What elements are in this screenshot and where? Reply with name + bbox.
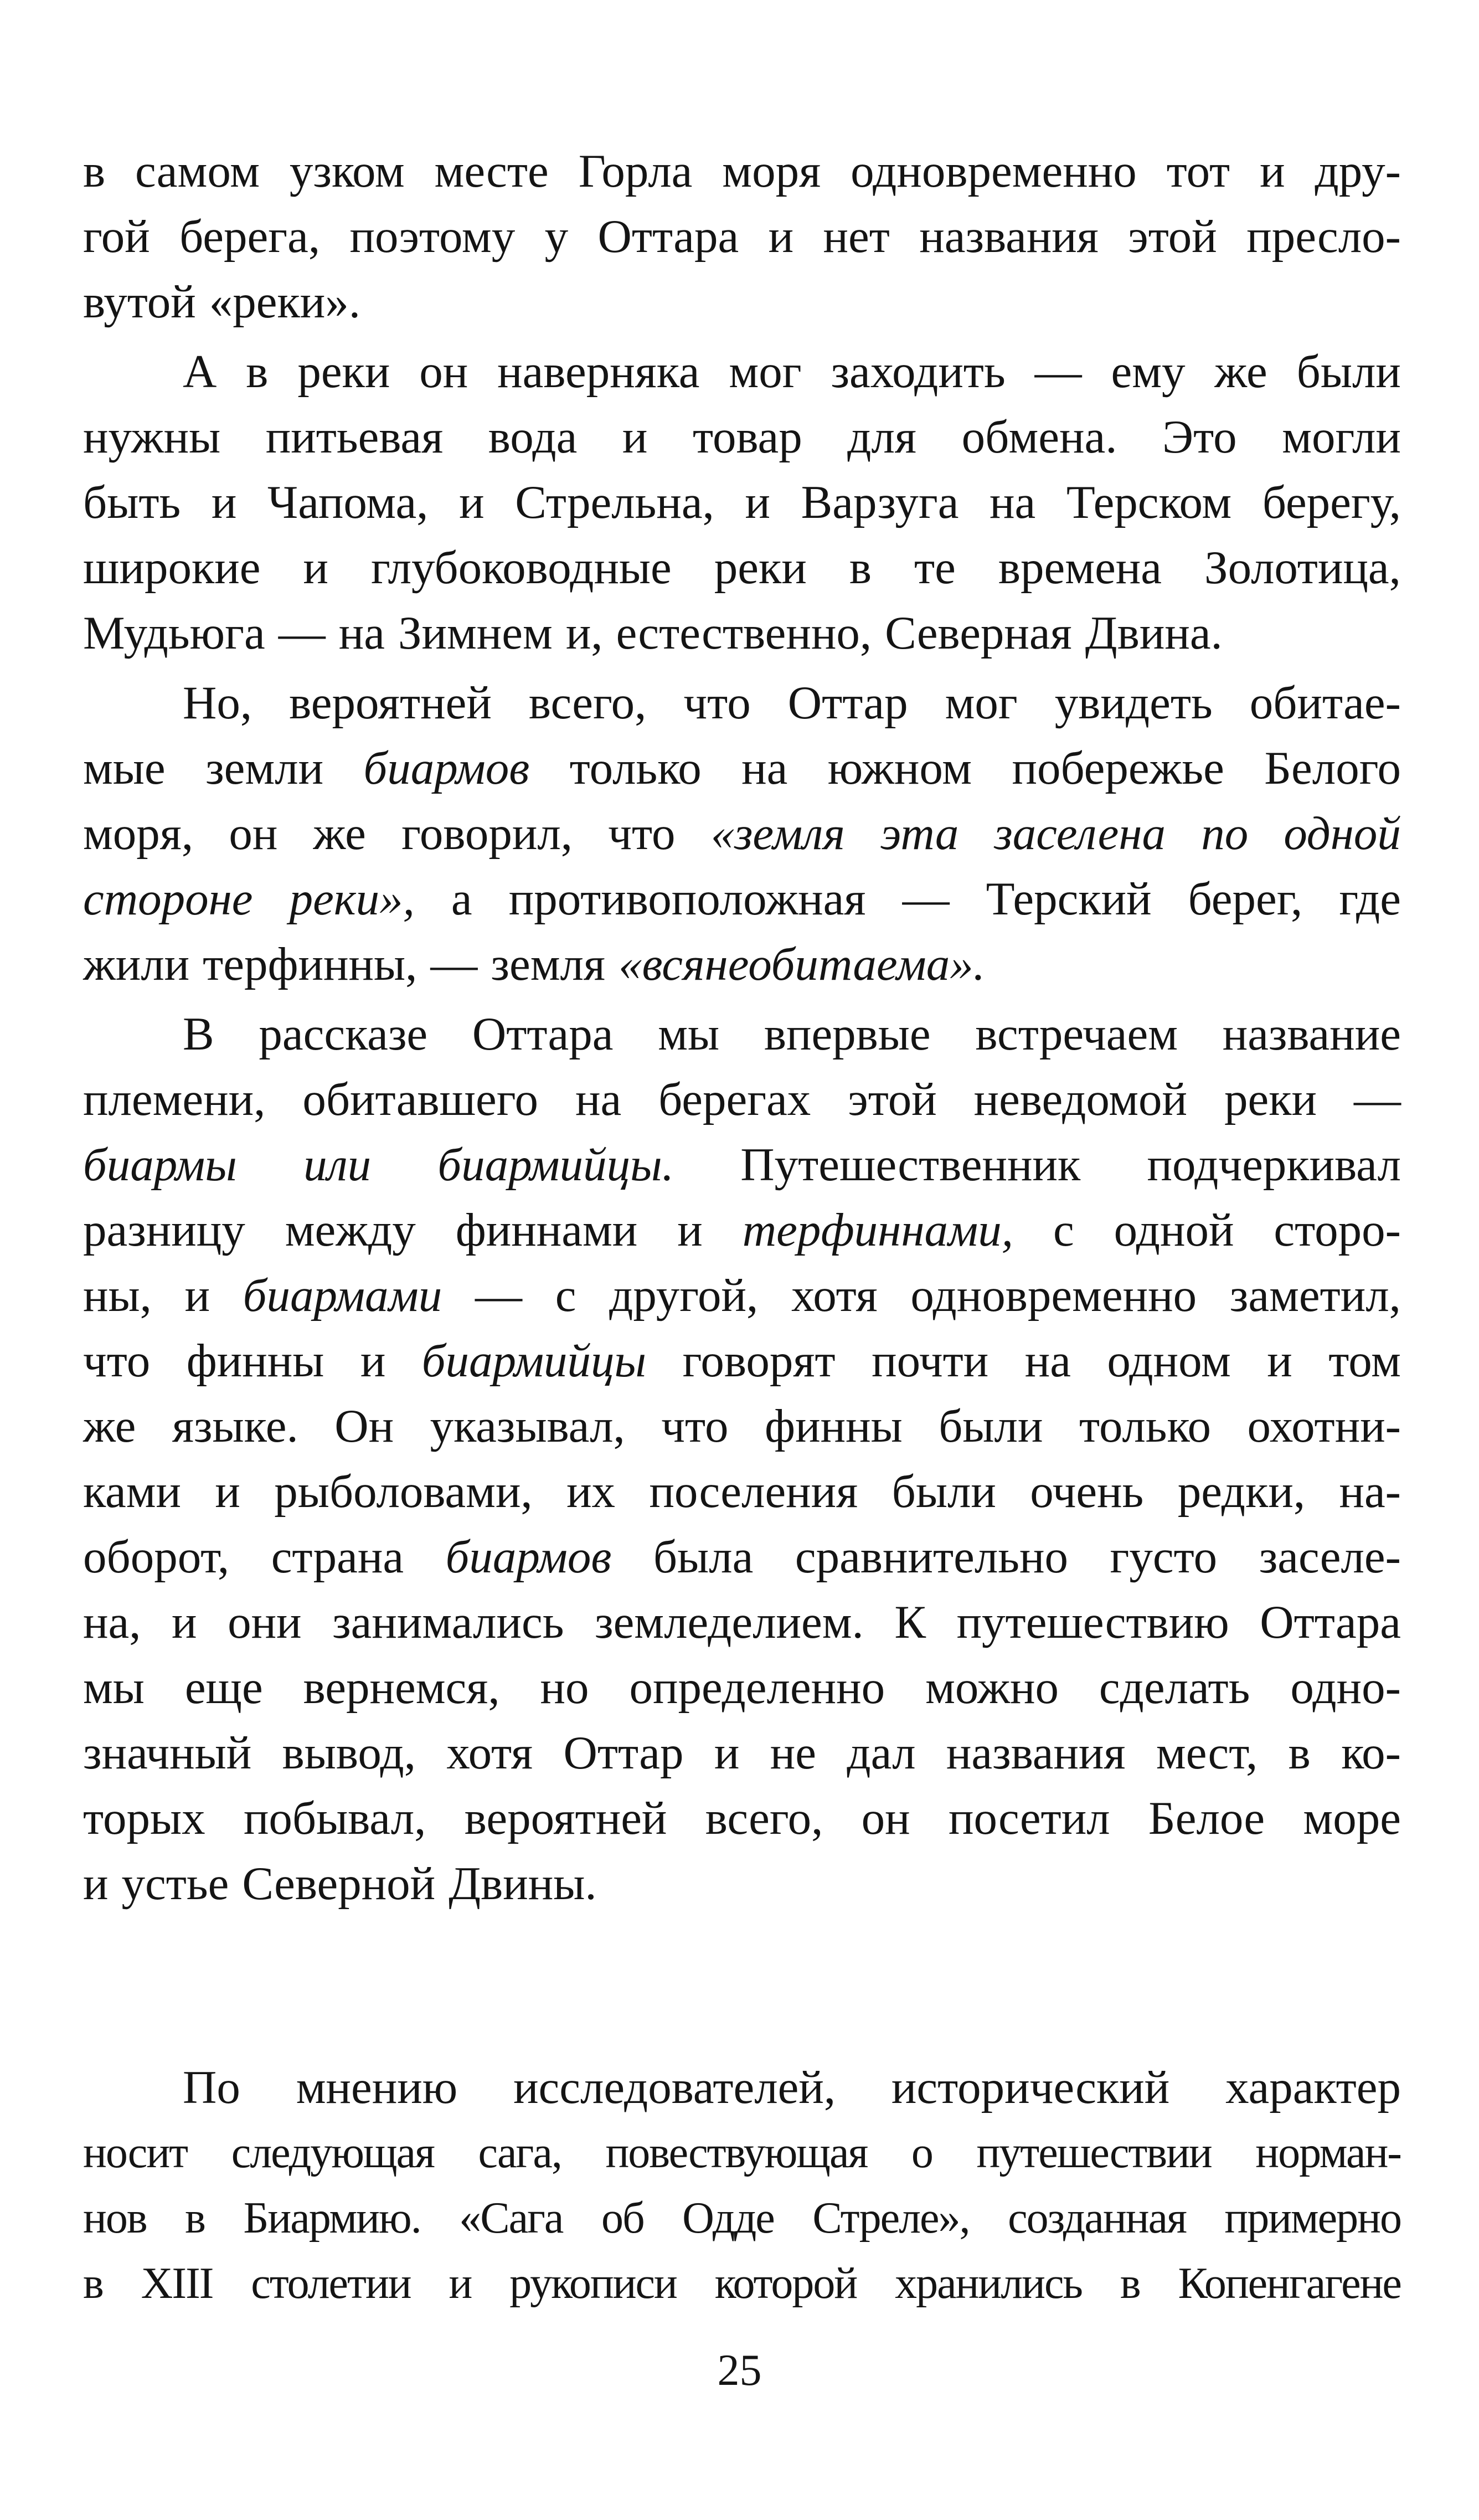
text-line: биармы или биармийцы. Путешественник подчеркивал: [83, 1139, 1401, 1191]
paragraph: [83, 138, 1401, 335]
text-line: что финны и биармийцы говорят почти на одном и том: [83, 1335, 1401, 1387]
text-line: Мудьюга — на Зимнем и, естественно, Северная Двина.: [83, 607, 1223, 659]
text-line: стороне реки», а противоположная — Терский берег, где: [83, 873, 1401, 925]
paragraph: [83, 1001, 1401, 1916]
text-line: нужны питьевая вода и товар для обмена. Это могли: [83, 411, 1401, 463]
text-line: вутой «реки».: [83, 276, 361, 328]
text-line: в самом узком месте Горла моря одновременно тот и дру-: [83, 145, 1401, 197]
text-line: широкие и глубоководные реки в те времена Золотица,: [83, 542, 1401, 594]
text-line: значный вывод, хотя Оттар и не дал названия мест, в ко-: [83, 1727, 1401, 1779]
text-line: ками и рыболовами, их поселения были очень редки, на-: [83, 1465, 1401, 1518]
text-line: нов в Биармию. «Сага об Одде Стреле», созданная примерно: [83, 2194, 1401, 2243]
text-line: ны, и биармами — с другой, хотя одновременно заметил,: [83, 1269, 1401, 1321]
paragraph: [83, 2055, 1401, 2316]
text-line: моря, он же говорил, что «земля эта заселена по одной: [83, 808, 1401, 860]
text-line: быть и Чапома, и Стрельна, и Варзуга на Терском берегу,: [83, 476, 1401, 528]
text-line: разницу между финнами и терфиннами, с одной сторо-: [83, 1204, 1401, 1256]
text-line: и устье Северной Двины.: [83, 1858, 597, 1910]
text-line: В рассказе Оттара мы впервые встречаем название: [183, 1008, 1401, 1060]
text-line: носит следующая сага, повествующая о путешествии норман-: [83, 2128, 1401, 2177]
text-line: оборот, страна биармов была сравнительно густо заселе-: [83, 1531, 1401, 1583]
text-line: По мнению исследователей, исторический характер: [183, 2061, 1401, 2113]
text-line: Но, вероятней всего, что Оттар мог увидеть обитае-: [183, 677, 1401, 729]
text-line: мые земли биармов только на южном побережье Белого: [83, 742, 1401, 794]
text-line: племени, обитавшего на берегах этой неведомой реки —: [83, 1073, 1401, 1125]
paragraph: [83, 339, 1401, 666]
text-line: же языке. Он указывал, что финны были только охотни-: [83, 1400, 1401, 1452]
paragraph: [83, 670, 1401, 997]
text-line: в XIII столетии и рукописи которой хранились в Копенгагене: [83, 2259, 1401, 2308]
text-line: мы еще вернемся, но определенно можно сделать одно-: [83, 1662, 1401, 1714]
text-line: А в реки он наверняка мог заходить — ему же были: [183, 346, 1401, 398]
page-number: 25: [717, 2346, 762, 2395]
text-line: на, и они занимались земледелием. К путешествию Оттара: [83, 1596, 1401, 1648]
text-line: жили терфинны, — земля «вся необитаема».: [83, 938, 985, 990]
text-line: торых побывал, вероятней всего, он посетил Белое море: [83, 1792, 1401, 1844]
text-line: гой берега, поэтому у Оттара и нет названия этой пресло-: [83, 210, 1401, 263]
page-body: [83, 138, 1401, 2316]
section-break: [83, 1916, 1401, 2055]
